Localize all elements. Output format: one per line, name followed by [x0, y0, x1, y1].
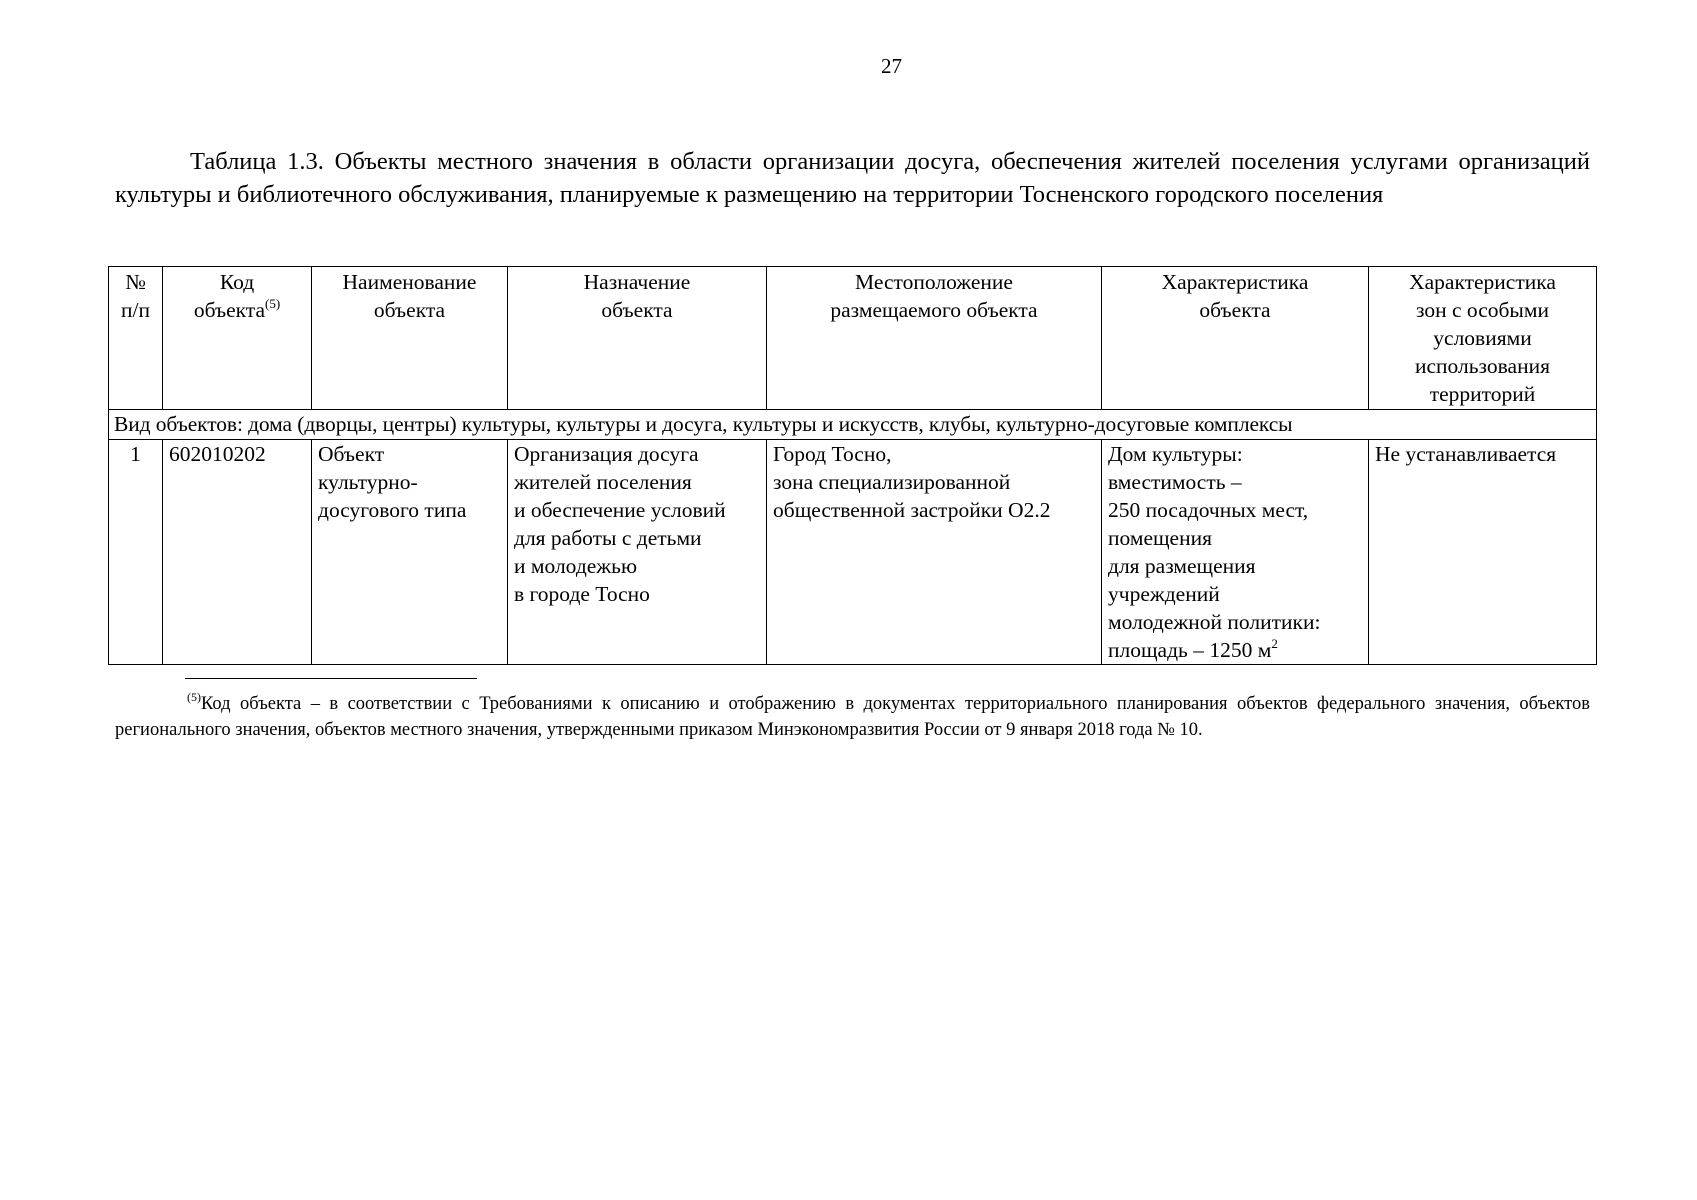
header-num-line: п/п — [121, 298, 150, 322]
header-location — [767, 267, 1102, 410]
cell-code: 602010202 — [163, 440, 312, 665]
page-number: 27 — [881, 54, 902, 78]
header-characteristics — [1102, 267, 1369, 410]
header-code-line: Код — [219, 270, 255, 294]
cell-location-line: общественной застройки О2.2 — [773, 498, 1051, 522]
cell-location-line: Город Тосно, — [773, 442, 892, 466]
header-num-line: № — [125, 270, 146, 294]
header-name — [312, 267, 508, 410]
cell-characteristics-line: вместимость – — [1108, 470, 1242, 494]
cell-purpose-line: и обеспечение условий — [514, 498, 726, 522]
cell-characteristics-line: для размещения — [1108, 554, 1256, 578]
cell-location — [767, 440, 1102, 665]
cell-num: 1 — [109, 440, 163, 665]
footnote-reference: (5) — [265, 296, 281, 311]
cell-purpose — [508, 440, 767, 665]
cell-characteristics-line: Дом культуры: — [1108, 442, 1243, 466]
table-row — [109, 440, 1597, 665]
cell-name-line: Объект — [318, 442, 385, 466]
cell-characteristics — [1102, 440, 1369, 665]
cell-name-line: культурно- — [318, 470, 418, 494]
cell-purpose-line: для работы с детьми — [514, 526, 702, 550]
header-name-line: объекта — [373, 298, 446, 322]
table-caption: Таблица 1.3. Объекты местного значения в области организации досуга, обеспечения жителей поселения услугами организаций культуры и библиотечного обслуживания, планируемые к размещению на территории Тосненского городского поселения — [115, 148, 1590, 208]
header-location-line: Местоположение — [855, 270, 1013, 294]
cell-characteristics-line: молодежной политики: — [1108, 610, 1321, 634]
cell-location-line: зона специализированной — [773, 470, 1011, 494]
header-zones-line: Характеристика — [1409, 270, 1556, 294]
cell-name — [312, 440, 508, 665]
header-characteristics-line: Характеристика — [1161, 270, 1309, 294]
footnote-text: Код объекта – в соответствии с Требованиями к описанию и отображению в документах территориального планирования объектов федерального значения, объектов регионального значения, объектов местного значения, утвержденными приказом Минэкономразвития России от 9 января 2018 года № 10. — [115, 694, 1590, 740]
cell-zones: Не устанавливается — [1369, 440, 1597, 665]
header-num — [109, 267, 163, 410]
footnote-separator — [185, 678, 477, 679]
cell-purpose-line: и молодежью — [514, 554, 638, 578]
cell-name-line: досугового типа — [318, 498, 467, 522]
cell-purpose-line: жителей поселения — [514, 470, 692, 494]
header-purpose-line: объекта — [601, 298, 673, 322]
header-zones-line: территорий — [1429, 382, 1536, 406]
header-zones-line: зон с особыми — [1416, 298, 1549, 322]
header-zones-line: условиями — [1433, 326, 1532, 350]
header-location-line: размещаемого объекта — [830, 298, 1038, 322]
header-code — [163, 267, 312, 410]
area-unit-exponent: 2 — [1271, 636, 1278, 651]
header-name-line: Наименование — [342, 270, 477, 294]
cell-purpose-line: Организация досуга — [514, 442, 699, 466]
footnote-mark: (5) — [187, 690, 201, 704]
header-purpose-line: Назначение — [583, 270, 691, 294]
header-purpose — [508, 267, 767, 410]
area-value: площадь – 1250 м — [1108, 638, 1272, 662]
table-header-row — [109, 267, 1597, 410]
group-row — [109, 410, 1597, 440]
header-characteristics-line: объекта — [1199, 298, 1271, 322]
header-zones — [1369, 267, 1597, 410]
group-label: Вид объектов: дома (дворцы, центры) культуры, культуры и досуга, культуры и искусств, клубы, культурно-досуговые комплексы — [109, 410, 1597, 440]
header-code-label: объекта — [193, 298, 265, 322]
cell-characteristics-line: помещения — [1108, 526, 1212, 550]
cell-characteristics-line: 250 посадочных мест, — [1108, 498, 1309, 522]
header-zones-line: использования — [1415, 354, 1550, 378]
cell-characteristics-line: учреждений — [1108, 582, 1220, 606]
footnote — [115, 691, 1590, 743]
objects-table — [108, 266, 1597, 665]
cell-characteristics-area — [1108, 636, 1362, 664]
header-code-line2 — [169, 296, 305, 324]
cell-purpose-line: в городе Тосно — [514, 582, 650, 606]
